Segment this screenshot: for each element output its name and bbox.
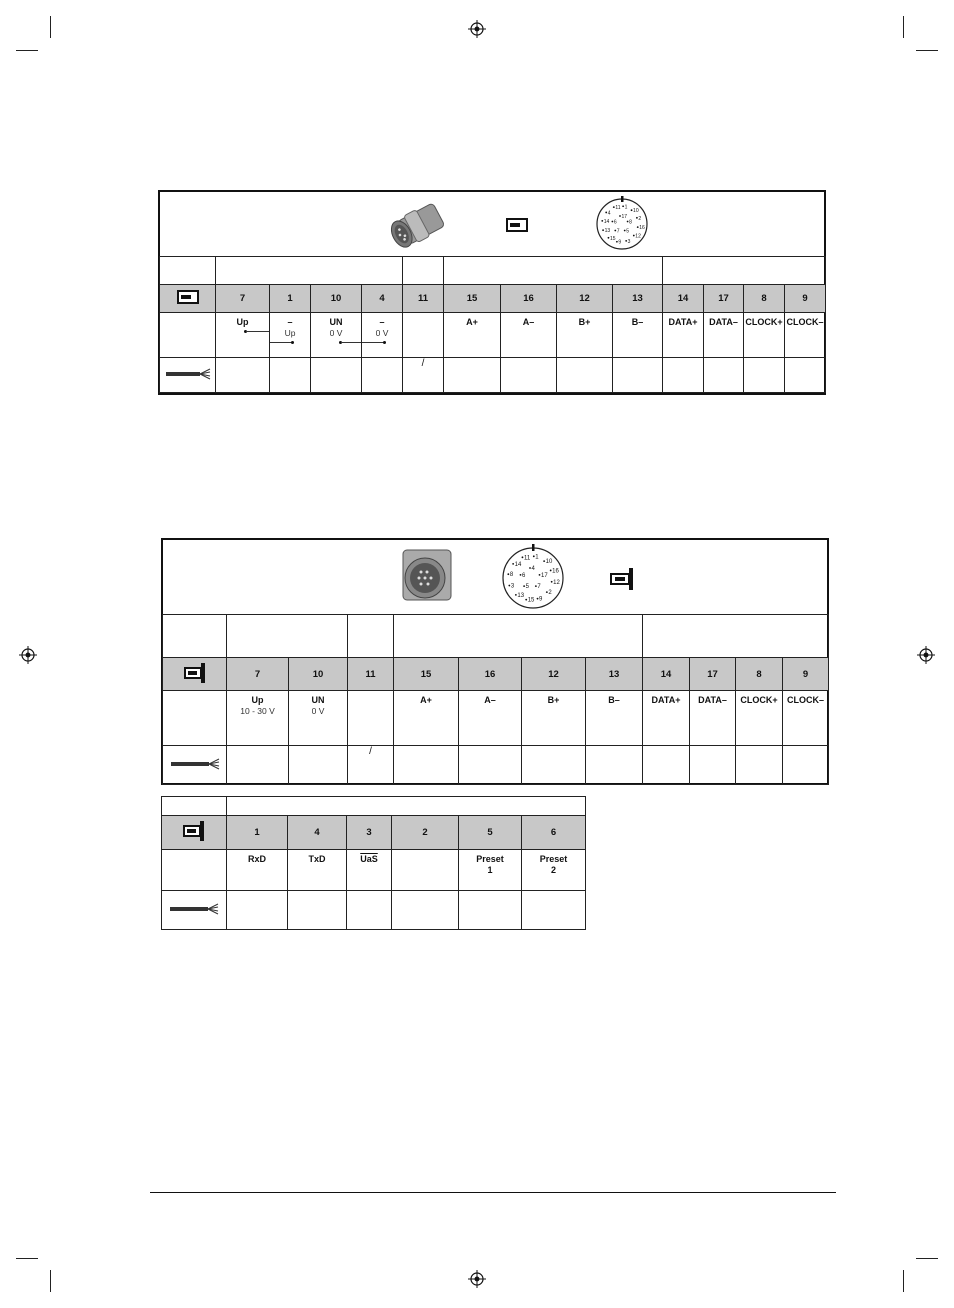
wire-color-cell xyxy=(394,746,459,785)
table2-header-area xyxy=(163,540,827,614)
signal-cell xyxy=(736,691,783,746)
signal-label: A– xyxy=(484,695,496,705)
crop-mark xyxy=(903,16,904,38)
pin-face-number: 2 xyxy=(548,590,552,597)
signal-cell xyxy=(522,691,586,746)
cable-icon-cell xyxy=(163,746,227,785)
signal-label: Preset xyxy=(476,854,504,864)
pin-number-cell: 1 xyxy=(227,816,288,850)
pin-face-number: 17 xyxy=(621,214,628,220)
signal-cell xyxy=(663,313,704,358)
pin-number-cell: 15 xyxy=(394,658,459,691)
signal-label: B– xyxy=(631,317,644,327)
signal-label: A+ xyxy=(466,317,478,327)
bridge-connection xyxy=(270,338,310,348)
signal-label: DATA+ xyxy=(668,317,698,327)
pin-number-cell: 6 xyxy=(522,816,586,850)
pin-number-cell: 1 xyxy=(270,285,311,313)
signal-label: UN xyxy=(329,317,343,327)
wire-color-cell xyxy=(783,746,829,785)
pin-face-number: 5 xyxy=(626,228,629,235)
cable-icon-cell xyxy=(160,358,216,393)
signal-cell xyxy=(444,313,501,358)
table1-group-ssi xyxy=(663,257,826,285)
signal-label: A+ xyxy=(420,695,432,705)
table2-group-spare xyxy=(348,615,394,658)
pin-face-number: 4 xyxy=(607,210,611,217)
signal-label: B+ xyxy=(578,317,591,327)
male-connector-icon-cell xyxy=(162,816,227,850)
pin-number-cell: 7 xyxy=(216,285,270,313)
wire-color-cell xyxy=(744,358,785,393)
pin-face-number: 8 xyxy=(509,572,514,579)
wire-color-cell xyxy=(227,746,289,785)
signal-label: DATA+ xyxy=(651,695,681,705)
signal-cell xyxy=(288,850,347,891)
bridge-connection xyxy=(362,338,402,348)
pinout-table-1 xyxy=(159,256,826,393)
pin-face-number: 3 xyxy=(510,583,515,590)
table1-group-spare xyxy=(403,257,444,285)
pin-face-number: 1 xyxy=(535,554,539,561)
signal-cell xyxy=(347,850,392,891)
wire-color-cell xyxy=(289,746,348,785)
signal-sublabel: 2 xyxy=(551,865,557,875)
pin-face-number: 10 xyxy=(633,208,639,215)
signal-cell xyxy=(586,691,643,746)
wire-color-cell xyxy=(557,358,613,393)
signal-label: Preset xyxy=(539,854,568,864)
signal-cell xyxy=(785,313,826,358)
signal-cell xyxy=(289,691,348,746)
signal-cell xyxy=(690,691,736,746)
signal-label: A– xyxy=(522,317,535,327)
pin-number-cell: 10 xyxy=(289,658,348,691)
pin-face-number: 5 xyxy=(525,584,529,591)
pin-number-cell: 7 xyxy=(227,658,289,691)
pin-number-cell: 14 xyxy=(663,285,704,313)
crop-mark xyxy=(50,16,51,38)
male-connector-icon-cell xyxy=(163,658,227,691)
pin-face-number: 10 xyxy=(545,559,553,566)
pin-face-number: 2 xyxy=(638,215,642,222)
signal-cell xyxy=(522,850,586,891)
connector-pin-face-icon xyxy=(594,194,650,252)
signal-cell xyxy=(501,313,557,358)
connector-pin-face-icon xyxy=(500,542,566,610)
signal-cell xyxy=(392,850,459,891)
signal-label: Up xyxy=(251,695,264,705)
table2-group-incremental xyxy=(394,615,643,658)
pin-number-cell: 4 xyxy=(362,285,403,313)
pin-face-number: 14 xyxy=(514,561,522,568)
wire-color-cell xyxy=(347,891,392,930)
pin-number-cell: 13 xyxy=(613,285,663,313)
pin-face-number: 7 xyxy=(616,228,620,235)
pin-number-cell: 12 xyxy=(522,658,586,691)
wire-color-cell xyxy=(704,358,744,393)
pin-face-number: 6 xyxy=(521,572,526,579)
wire-color-cell xyxy=(522,891,586,930)
wire-color-cell xyxy=(643,746,690,785)
signal-label: TxD xyxy=(308,854,326,864)
table2-spacer-cell xyxy=(163,615,227,658)
signal-cell xyxy=(394,691,459,746)
registration-mark-icon xyxy=(19,646,37,664)
pin-number-cell: 10 xyxy=(311,285,362,313)
pin-face-number: 12 xyxy=(635,233,641,240)
signal-cell xyxy=(783,691,829,746)
wire-color-cell xyxy=(392,891,459,930)
pin-number-cell: 13 xyxy=(586,658,643,691)
signal-label: UN xyxy=(311,695,325,705)
table1-group-supply xyxy=(216,257,403,285)
signal-label: CLOCK+ xyxy=(745,317,783,327)
wire-color-cell xyxy=(227,891,288,930)
cable-wires-icon xyxy=(164,368,212,380)
signal-cell xyxy=(216,313,270,358)
pin-number-cell: 5 xyxy=(459,816,522,850)
table3-spacer-cell xyxy=(162,797,227,816)
signal-sublabel: 1 xyxy=(487,865,493,875)
signal-cell xyxy=(270,313,311,358)
pin-number-cell: 16 xyxy=(501,285,557,313)
pin-number-cell: 4 xyxy=(288,816,347,850)
flange-connector-photo-icon xyxy=(397,546,455,606)
pin-face-number: 4 xyxy=(531,566,535,572)
signal-label: $\overline{UaS}$ xyxy=(360,854,378,864)
female-connector-symbol-icon xyxy=(177,290,199,304)
signal-cell xyxy=(348,691,394,746)
bridge-connection xyxy=(311,338,361,348)
pin-face-number: 3 xyxy=(627,238,631,245)
signal-cell xyxy=(459,691,522,746)
signal-label: B– xyxy=(608,695,620,705)
male-connector-symbol-icon xyxy=(182,821,206,841)
pin-face-number: 12 xyxy=(553,579,560,586)
wire-color-cell xyxy=(403,358,444,393)
wire-color-cell xyxy=(736,746,783,785)
table3-signal-label-cell xyxy=(162,850,227,891)
crop-mark xyxy=(16,50,38,51)
cable-wires-icon xyxy=(168,903,220,915)
registration-mark-icon xyxy=(468,20,486,38)
crop-mark xyxy=(916,1258,938,1259)
signal-sublabel: 0 V xyxy=(329,328,343,338)
wire-color-cell xyxy=(501,358,557,393)
wire-color-cell xyxy=(690,746,736,785)
wire-color-cell xyxy=(311,358,362,393)
wire-color-cell xyxy=(444,358,501,393)
wire-color-cell xyxy=(288,891,347,930)
pin-face-number: 11 xyxy=(523,555,531,562)
signal-sublabel: Up xyxy=(284,328,296,338)
signal-label: CLOCK– xyxy=(786,317,824,327)
cable-mark: / xyxy=(369,746,372,757)
cable-connector-photo-icon xyxy=(384,198,454,254)
male-connector-symbol-icon xyxy=(183,663,207,683)
signal-label: DATA– xyxy=(709,317,738,327)
pinout-table-3 xyxy=(161,796,586,930)
wire-color-cell xyxy=(459,746,522,785)
pin-number-cell: 11 xyxy=(403,285,444,313)
female-connector-icon-cell xyxy=(160,285,216,313)
signal-cell xyxy=(311,313,362,358)
pin-face-number: 15 xyxy=(527,597,535,604)
pin-face-number: 13 xyxy=(604,228,611,235)
cable-icon-cell xyxy=(162,891,227,930)
pin-face-number: 17 xyxy=(541,572,548,579)
signal-cell xyxy=(744,313,785,358)
signal-cell xyxy=(362,313,403,358)
pin-face-number: 9 xyxy=(539,596,543,603)
signal-cell xyxy=(403,313,444,358)
signal-cell xyxy=(704,313,744,358)
wire-color-cell xyxy=(459,891,522,930)
male-connector-symbol-icon xyxy=(609,568,635,590)
signal-cell xyxy=(459,850,522,891)
signal-label: Up xyxy=(236,317,249,327)
wire-color-cell xyxy=(613,358,663,393)
pinout-table-2 xyxy=(162,614,829,785)
pin-number-cell: 11 xyxy=(348,658,394,691)
pin-number-cell: 9 xyxy=(783,658,829,691)
signal-label: – xyxy=(287,317,293,327)
wire-color-cell xyxy=(522,746,586,785)
signal-sublabel: 10 - 30 V xyxy=(240,706,275,716)
crop-mark xyxy=(50,1270,51,1292)
signal-label: CLOCK– xyxy=(786,695,824,705)
signal-sublabel: 0 V xyxy=(375,328,389,338)
crop-mark xyxy=(903,1270,904,1292)
pin-face-number: 16 xyxy=(552,568,559,575)
footer-rule xyxy=(150,1192,836,1193)
table1-spacer-cell xyxy=(160,257,216,285)
pin-face-number: 7 xyxy=(537,584,541,591)
pin-face-number: 11 xyxy=(615,205,621,212)
registration-mark-icon xyxy=(917,646,935,664)
table3-group-interface xyxy=(227,797,586,816)
pin-number-cell: 16 xyxy=(459,658,522,691)
signal-cell xyxy=(557,313,613,358)
signal-cell xyxy=(227,850,288,891)
signal-label: – xyxy=(379,317,385,327)
pin-number-cell: 17 xyxy=(690,658,736,691)
pin-face-number: 6 xyxy=(613,219,617,226)
pin-number-cell: 8 xyxy=(744,285,785,313)
table1-header-area xyxy=(160,192,824,256)
pin-face-number: 1 xyxy=(624,204,628,211)
female-connector-symbol-icon xyxy=(506,218,528,232)
wire-color-cell xyxy=(785,358,826,393)
table1-signal-label-cell xyxy=(160,313,216,358)
wire-color-cell xyxy=(663,358,704,393)
signal-cell xyxy=(227,691,289,746)
pin-face-number: 8 xyxy=(629,219,632,226)
wire-color-cell xyxy=(270,358,311,393)
table1-group-incremental xyxy=(444,257,663,285)
pin-face-number: 16 xyxy=(639,225,645,232)
signal-cell xyxy=(643,691,690,746)
pin-face-number: 13 xyxy=(517,592,525,599)
pin-number-cell: 17 xyxy=(704,285,744,313)
pin-number-cell: 15 xyxy=(444,285,501,313)
table2-group-ssi xyxy=(643,615,829,658)
wire-color-cell xyxy=(216,358,270,393)
signal-label: CLOCK+ xyxy=(740,695,778,705)
cable-mark: / xyxy=(421,358,425,369)
table2-group-supply xyxy=(227,615,348,658)
pin-face-number: 15 xyxy=(609,235,616,242)
pin-number-cell: 9 xyxy=(785,285,826,313)
crop-mark xyxy=(16,1258,38,1259)
wire-color-cell xyxy=(586,746,643,785)
crop-mark xyxy=(916,50,938,51)
wire-color-cell xyxy=(348,746,394,785)
signal-label: RxD xyxy=(247,854,266,864)
pin-number-cell: 3 xyxy=(347,816,392,850)
pin-face-number: 14 xyxy=(603,218,610,225)
pin-number-cell: 8 xyxy=(736,658,783,691)
registration-mark-icon xyxy=(468,1270,486,1288)
pin-face-number: 9 xyxy=(618,239,622,246)
pin-number-cell: 12 xyxy=(557,285,613,313)
bridge-connection xyxy=(216,327,269,337)
pin-number-cell: 14 xyxy=(643,658,690,691)
cable-wires-icon xyxy=(169,758,221,770)
table2-signal-label-cell xyxy=(163,691,227,746)
wire-color-cell xyxy=(362,358,403,393)
signal-cell xyxy=(613,313,663,358)
pin-number-cell: 2 xyxy=(392,816,459,850)
signal-sublabel: 0 V xyxy=(311,706,325,716)
signal-label: DATA– xyxy=(698,695,727,705)
signal-label: B+ xyxy=(547,695,560,705)
